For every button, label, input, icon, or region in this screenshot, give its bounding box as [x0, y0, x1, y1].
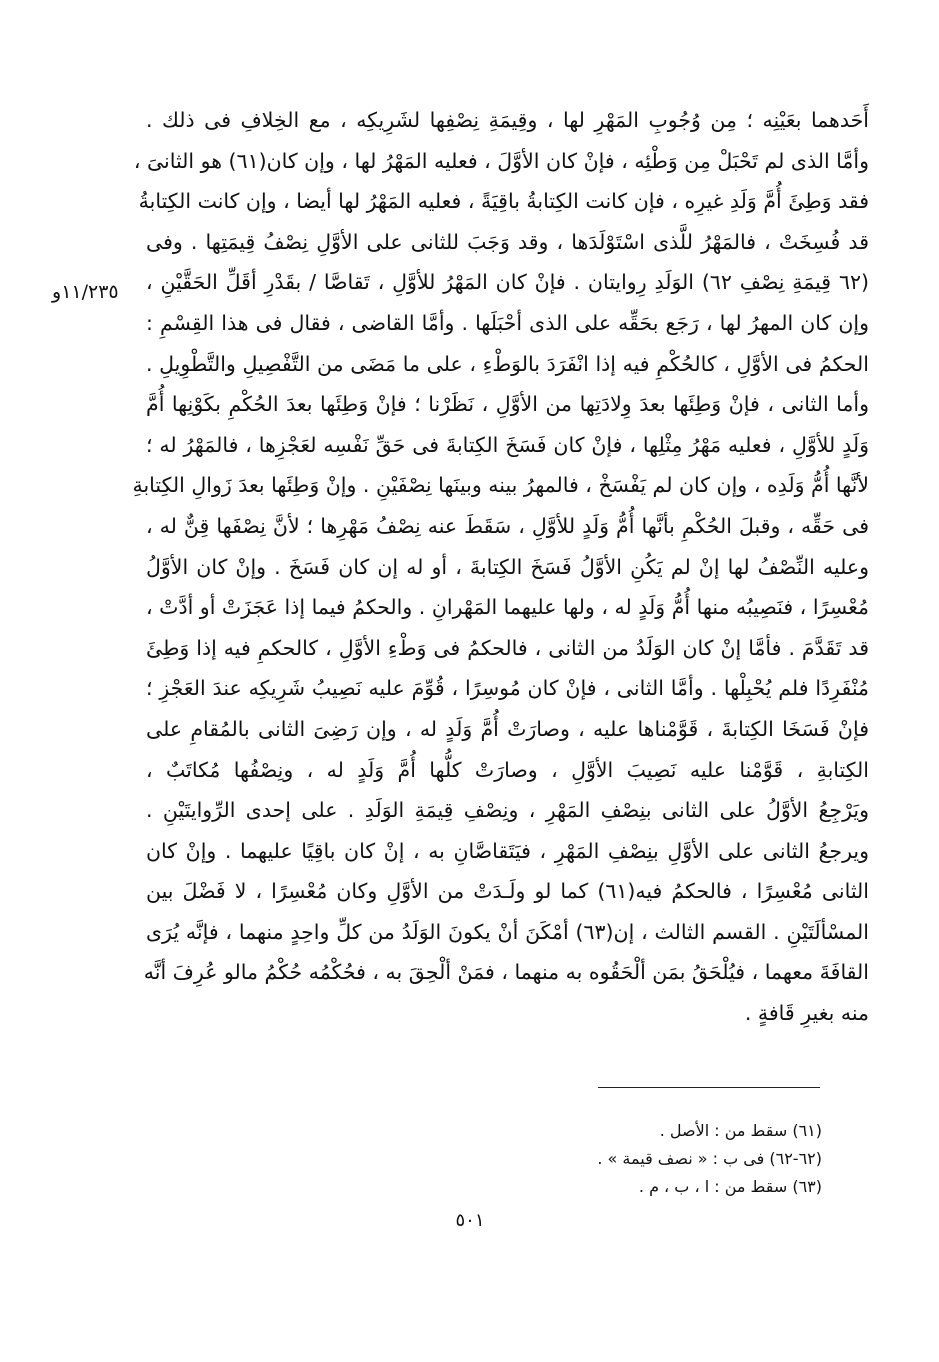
footnote: (٦٢-٦٢) فى ب : « نصف قيمة » . — [597, 1149, 822, 1168]
page-number: ٥٠١ — [455, 1210, 485, 1231]
margin-folio-reference: ١١/٢٣٥و — [52, 281, 119, 303]
text-line: مُعْسِرًا ، فنَصِيبُه منها أُمُّ وَلَدٍ له ، ولها عليهما المَهْرانِ . والحكمُ فيما إذا عَجَزَتْ أو أدَّتْ ، — [146, 595, 869, 620]
text-line: ويَرْجِعُ الأوَّلُ على الثانى بنِصْفِ المَهْرِ ، ونِصْفِ قِيمَةِ الوَلَدِ . على إحدى الرِّوايتَيْنِ . — [146, 798, 869, 823]
footnote-separator — [598, 1087, 820, 1088]
text-line: أَحَدهما بعَيْنِه ؛ مِن وُجُوبِ المَهْرِ لها ، وقِيمَةِ نِصْفِها لشَرِيكِه ، مع الخِلافِ فى ذلك . — [146, 108, 869, 132]
text-line: الثانى مُعْسِرًا ، فالحكمُ فيه(٦١) كما لو ولَـدَتْ من الأوَّلِ وكان مُعْسِرًا ، لا فَضْلَ بين — [146, 879, 869, 904]
footnote: (٦١) سقط من : الأصل . — [659, 1121, 822, 1140]
text-line: لأنَّها أُمُّ وَلَدِه ، وإن كان لم يَفْسَخْ ، فالمهرُ بينه وبينَها نِصْفَيْنِ . وإنْ وَطِئَها بعدَ زَوالِ الكِتابةِ — [132, 473, 869, 498]
text-line: فإنْ فَسَخَا الكِتابةَ ، قَوَّمْناها عليه ، وصارَتْ أُمَّ وَلَدٍ له ، وإن رَضِىَ الثانى بالمُقامِ على — [146, 716, 869, 741]
footnotes — [400, 1117, 822, 1201]
text-line: القافَةَ معهما ، فيُلْحَقُ بمَن ألْحَقُوه به منهما ، فمَنْ ألْحِقَ به ، فحُكْمُه حُكْمُ مالو عُرِفَ أنَّه — [143, 960, 869, 985]
text-line: وأمَّا الذى لم تَحْبَلْ مِن وَطْئِه ، فإنْ كان الأوَّلَ ، فعليه المَهْرُ لها ، وإن كان(٦١) هو الثانىَ ، — [133, 148, 869, 173]
text-line: الكِتابةِ ، قَوَّمْنا عليه نَصِيبَ الأوَّلِ ، وصارَتْ كلُّها أُمَّ وَلَدٍ له ، ونِصْفُها مُكاتَبٌ ، — [146, 757, 869, 782]
text-line: فى حَقِّه ، وقبلَ الحُكْمِ بأنَّها أُمُّ وَلَدٍ للأوَّلِ ، سَقَطَ عنه نِصْفُ مَهْرِها ؛ لأنَّ نِصْفَها قِنٌّ له ، — [146, 513, 869, 538]
text-line: وإن كان المهرُ لها ، رَجَع بحَقِّه على الذى أحْبَلَها . وأمَّا القاضى ، فقال فى هذا القِسْمِ : — [146, 310, 869, 335]
text-line: (٦٢ قِيمَةِ نِصْفِ ٦٢) الوَلَدِ رِوايتان . فإنْ كان المَهْرُ للأوَّلِ ، تَقاصَّا / بقَدْرِ أقَلِّ الحَقَّيْنِ ، — [146, 270, 869, 295]
text-line: المسْألَتَيْنِ . القسم الثالث ، إن(٦٣) أمْكَنَ أنْ يكونَ الوَلَدُ من كلِّ واحِدٍ منهما ، فإنَّه يُرَى — [146, 919, 869, 944]
main-text — [132, 100, 869, 1034]
text-line: الحكمُ فى الأوَّلِ ، كالحُكْمِ فيه إذا انْفَرَدَ بالوَطْءِ ، على ما مَضَى من التَّفْصِيلِ والتَّطْوِيلِ . — [146, 351, 869, 376]
text-line: قد فُسِخَتْ ، فالمَهْرُ للَّذى اسْتَوْلَدَها ، وقد وَجَبَ للثانى على الأوَّلِ نِصْفُ قِيمَتِها . وفى — [146, 229, 869, 254]
text-line: وأما الثانى ، فإنْ وَطِئَها بعدَ وِلادَتِها من الأوَّلِ ، نَظَرْنا ؛ فإنْ وَطِئَها بعدَ الحُكْمِ بكَوْنِها أُمَّ — [146, 392, 869, 417]
text-line: وعليه النِّصْفُ لها إنْ لم يَكُنِ الأوَّلُ فَسَخَ الكِتابةَ ، أو له إن كان فَسَخَ . وإنْ كان الأوَّلُ — [146, 554, 869, 579]
text-line: وَلَدٍ للأوَّلِ ، فعليه مَهْرُ مِثْلِها ، فإنْ كان فَسَخَ الكِتابةَ فى حَقِّ نَفْسِه لعَجْزِها ، فالمَهْرُ له ؛ — [146, 432, 869, 457]
footnote: (٦٣) سقط من : ا ، ب ، م . — [638, 1177, 822, 1196]
text-line: منه بغيرِ قَافةٍ . — [744, 1001, 869, 1026]
text-line: فقد وَطِئَ أُمَّ وَلَدِ غيرِه ، فإن كانت الكِتابةُ باقِيَةً ، فعليه المَهْرُ لها أيضا ، وإن كانت الكِتابةُ — [138, 189, 869, 214]
text-line: ويرجعُ الثانى على الأوَّلِ بنِصْفِ المَهْرِ ، فيَتَقاصَّانِ به ، إنْ كان باقِيًا عليهما . وإنْ كان — [146, 838, 869, 863]
text-line: مُنْفَرِدًا فلم يُحْبِلْها . وأمَّا الثانى ، فإنْ كان مُوسِرًا ، قُوِّمَ عليه نَصِيبُ شَرِيكِه عندَ العَجْزِ ؛ — [146, 676, 869, 701]
text-line: قد تَقَدَّمَ . فأمَّا إنْ كان الوَلَدُ من الثانى ، فالحكمُ فى وَطْءِ الأوَّلِ ، كالحكمِ فيه إذا وَطِئَ — [146, 635, 869, 660]
